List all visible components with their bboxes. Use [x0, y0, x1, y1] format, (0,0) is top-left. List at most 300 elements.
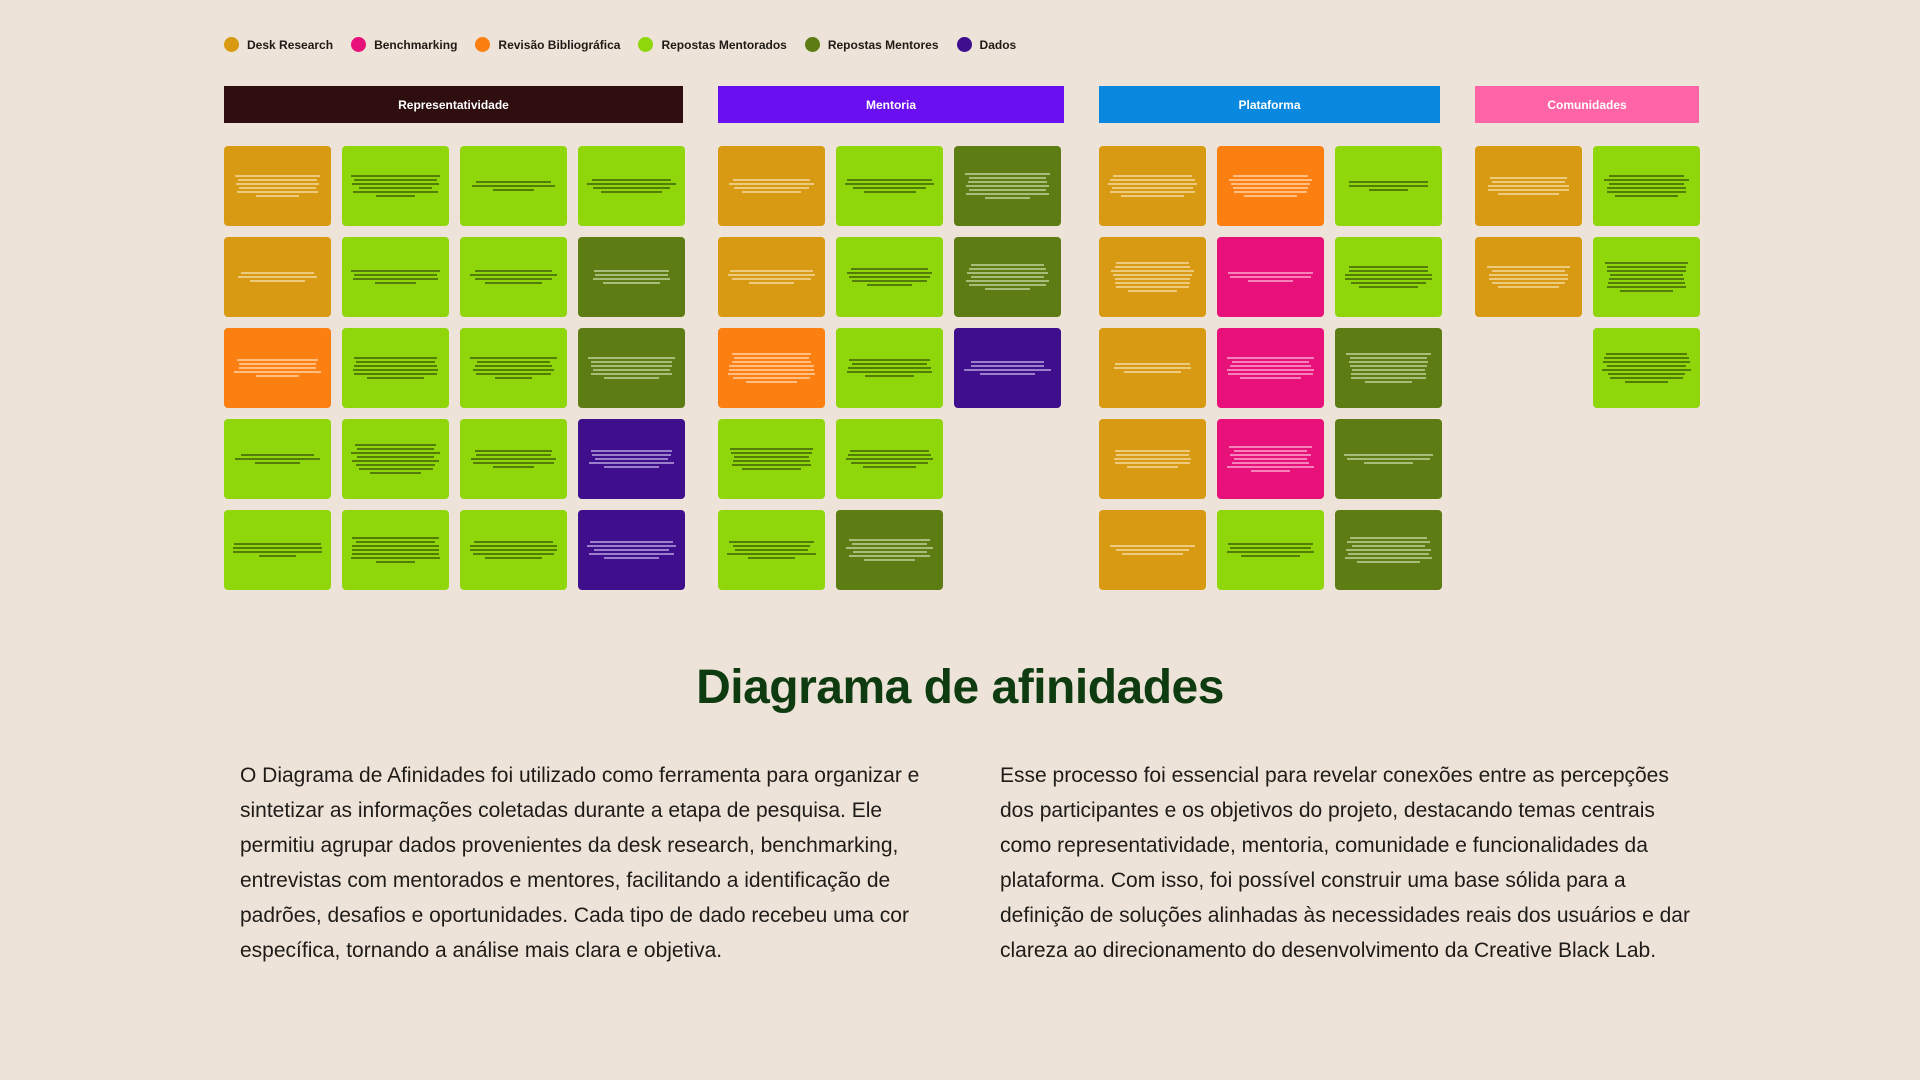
note-text-line: [1121, 195, 1184, 197]
note-text-line: [475, 365, 551, 367]
note-text-lines: [726, 268, 817, 287]
sticky-note: [954, 146, 1061, 226]
note-text-lines: [586, 177, 677, 196]
note-text-line: [493, 189, 534, 191]
sticky-note: [1099, 419, 1206, 499]
note-text-line: [354, 373, 437, 375]
note-text-lines: [350, 442, 441, 477]
note-text-line: [1115, 278, 1191, 280]
note-text-line: [1115, 462, 1190, 464]
note-text-line: [1115, 450, 1190, 452]
legend-dot-benchmarking: [351, 37, 366, 52]
note-text-line: [969, 284, 1045, 286]
note-text-line: [357, 448, 434, 450]
sticky-note: [578, 328, 685, 408]
page-title: Diagrama de afinidades: [696, 661, 1224, 714]
sticky-note: [1335, 328, 1442, 408]
note-text-line: [1488, 185, 1569, 187]
note-text-line: [238, 179, 316, 181]
note-text-line: [591, 450, 672, 452]
note-text-line: [733, 179, 811, 181]
note-text-lines: [350, 535, 441, 566]
note-text-line: [727, 553, 815, 555]
note-text-line: [1349, 361, 1427, 363]
note-text-line: [851, 268, 928, 270]
note-text-line: [250, 280, 304, 282]
note-text-line: [1605, 262, 1688, 264]
cards-grid: [1475, 146, 1705, 408]
note-text-line: [1128, 290, 1177, 292]
note-text-line: [732, 278, 811, 280]
note-text-line: [985, 288, 1031, 290]
note-text-line: [845, 183, 934, 185]
legend-dot-dados: [957, 37, 972, 52]
note-text-line: [353, 369, 439, 371]
legend-dot-mentorados: [638, 37, 653, 52]
note-text-lines: [962, 359, 1053, 378]
description-right: Esse processo foi essencial para revelar conexões entre as percepções dos participantes e os objetivos do projeto, destacando temas centrais como representatividade, mentoria, comunidade e funcionalidades da plataforma. Com isso, foi possível construir uma base sólida para a definição de soluções alinhadas às necessidades reais dos usuários e dar clareza ao direcionamento do desenvolvimento da Creative Black Lab.: [1000, 764, 1690, 962]
note-text-line: [470, 545, 557, 547]
note-text-line: [239, 367, 316, 369]
note-text-line: [1489, 274, 1568, 276]
note-text-line: [591, 361, 672, 363]
sticky-note: [718, 237, 825, 317]
note-text-lines: [962, 171, 1053, 202]
sticky-note: [1593, 237, 1700, 317]
note-text-line: [867, 284, 912, 286]
note-text-line: [728, 274, 815, 276]
note-text-line: [1251, 470, 1290, 472]
sticky-note: [578, 419, 685, 499]
note-text-line: [588, 357, 675, 359]
note-text-line: [352, 553, 440, 555]
note-text-line: [354, 365, 437, 367]
note-text-line: [966, 185, 1050, 187]
legend-label: Repostas Mentorados: [661, 37, 787, 52]
note-text-line: [1607, 365, 1686, 367]
note-text-line: [1349, 181, 1428, 183]
note-text-line: [728, 373, 816, 375]
note-text-line: [1116, 454, 1189, 456]
note-text-line: [1346, 549, 1432, 551]
note-text-lines: [350, 173, 441, 200]
sticky-note: [342, 510, 449, 590]
note-text-line: [359, 187, 433, 189]
note-text-line: [594, 549, 670, 551]
sticky-note: [1475, 237, 1582, 317]
note-text-line: [729, 541, 814, 543]
note-text-line: [847, 179, 932, 181]
sticky-note: [1335, 146, 1442, 226]
sticky-note: [342, 328, 449, 408]
note-text-line: [733, 377, 811, 379]
note-text-line: [1607, 270, 1685, 272]
note-text-line: [1487, 266, 1569, 268]
note-text-line: [239, 187, 316, 189]
note-text-lines: [586, 355, 677, 382]
sticky-note: [578, 146, 685, 226]
group-title: Representatividade: [398, 97, 509, 112]
note-text-line: [587, 183, 676, 185]
note-text-lines: [726, 177, 817, 196]
group-mentoria: [718, 86, 1064, 123]
legend-item-revisao: [475, 37, 620, 52]
note-text-lines: [1343, 264, 1434, 291]
note-text-lines: [468, 355, 559, 382]
note-text-line: [1604, 179, 1688, 181]
note-text-line: [848, 367, 931, 369]
note-text-line: [968, 181, 1047, 183]
sticky-note: [342, 146, 449, 226]
cards-grid: [1099, 146, 1449, 590]
note-text-line: [604, 557, 660, 559]
note-text-lines: [232, 173, 323, 200]
sticky-note: [578, 510, 685, 590]
sticky-note: [224, 419, 331, 499]
group-representatividade: [224, 86, 683, 123]
note-text-line: [367, 377, 424, 379]
group-header-plataforma: [1099, 86, 1440, 123]
note-text-line: [1359, 286, 1417, 288]
note-text-line: [1365, 381, 1413, 383]
note-text-line: [1111, 270, 1194, 272]
group-title: Mentoria: [865, 97, 916, 112]
note-text-line: [1346, 353, 1432, 355]
note-text-lines: [350, 268, 441, 287]
note-text-line: [1110, 545, 1195, 547]
sticky-note: [224, 237, 331, 317]
note-text-line: [1604, 357, 1690, 359]
note-text-line: [1233, 187, 1307, 189]
note-text-line: [470, 274, 557, 276]
note-text-line: [734, 187, 810, 189]
sticky-note: [460, 237, 567, 317]
note-text-line: [351, 270, 440, 272]
sticky-note: [460, 146, 567, 226]
note-text-line: [847, 272, 931, 274]
sticky-note: [718, 419, 825, 499]
note-text-line: [969, 268, 1046, 270]
note-text-line: [473, 369, 553, 371]
note-text-line: [355, 444, 437, 446]
note-text-line: [595, 274, 668, 276]
note-text-line: [742, 191, 801, 193]
note-text-line: [236, 183, 319, 185]
note-text-line: [731, 452, 811, 454]
note-text-line: [1345, 278, 1433, 280]
sticky-note: [836, 419, 943, 499]
note-text-line: [476, 181, 552, 183]
note-text-line: [235, 458, 320, 460]
note-text-line: [1492, 181, 1566, 183]
note-text-line: [1227, 466, 1314, 468]
note-text-line: [590, 541, 673, 543]
note-text-lines: [232, 270, 323, 285]
note-text-line: [233, 547, 321, 549]
note-text-line: [1108, 183, 1197, 185]
note-text-line: [1234, 191, 1308, 193]
note-text-line: [353, 191, 438, 193]
group-header-comunidades: [1475, 86, 1699, 123]
note-text-line: [1230, 276, 1310, 278]
note-text-line: [370, 472, 420, 474]
note-text-lines: [586, 268, 677, 287]
sticky-note: [1217, 237, 1324, 317]
note-text-line: [1230, 547, 1311, 549]
note-text-line: [966, 193, 1049, 195]
note-text-line: [357, 456, 433, 458]
note-text-line: [1608, 282, 1684, 284]
note-text-line: [485, 557, 543, 559]
note-text-line: [473, 553, 553, 555]
legend-item-dados: [957, 37, 1017, 52]
note-text-line: [1352, 369, 1425, 371]
note-text-line: [1347, 541, 1430, 543]
note-text-line: [591, 365, 673, 367]
note-text-lines: [1343, 452, 1434, 467]
note-text-line: [733, 545, 811, 547]
note-text-line: [255, 462, 299, 464]
note-text-lines: [1225, 355, 1316, 382]
note-text-line: [1228, 272, 1312, 274]
note-text-line: [1369, 189, 1408, 191]
note-text-line: [470, 549, 558, 551]
note-text-line: [849, 276, 929, 278]
legend-dot-revisao: [475, 37, 490, 52]
note-text-line: [353, 278, 439, 280]
sticky-note: [1217, 510, 1324, 590]
note-text-line: [592, 454, 670, 456]
note-text-line: [965, 173, 1051, 175]
legend-label: Repostas Mentores: [827, 37, 939, 52]
note-text-line: [1227, 369, 1315, 371]
note-text-line: [233, 551, 322, 553]
note-text-line: [1345, 274, 1431, 276]
legend-dot-desk-research: [224, 37, 239, 52]
note-text-line: [1116, 262, 1189, 264]
note-text-lines: [1107, 173, 1198, 200]
note-text-line: [1349, 270, 1429, 272]
legend-item-mentores: [805, 37, 939, 52]
note-text-line: [1492, 270, 1565, 272]
legend-label: Desk Research: [247, 37, 334, 52]
note-text-line: [1615, 195, 1677, 197]
group-plataforma: [1099, 86, 1440, 123]
note-text-line: [848, 454, 930, 456]
note-text-line: [1115, 266, 1191, 268]
note-text-line: [352, 537, 438, 539]
note-text-line: [1234, 450, 1308, 452]
legend: [224, 37, 1016, 52]
note-text-line: [1347, 458, 1430, 460]
note-text-line: [1112, 187, 1192, 189]
sticky-note: [578, 237, 685, 317]
note-text-lines: [1483, 264, 1574, 291]
sticky-note: [1475, 146, 1582, 226]
note-text-lines: [962, 262, 1053, 293]
note-text-line: [729, 369, 814, 371]
note-text-line: [1232, 462, 1308, 464]
note-text-line: [1124, 371, 1180, 373]
note-text-line: [589, 462, 673, 464]
note-text-line: [493, 466, 535, 468]
note-text-lines: [1601, 173, 1692, 200]
group-header-mentoria: [718, 86, 1064, 123]
note-text-line: [1230, 454, 1310, 456]
note-text-line: [863, 466, 916, 468]
note-text-line: [729, 365, 814, 367]
sticky-note: [836, 510, 943, 590]
sticky-note: [1335, 510, 1442, 590]
note-text-line: [1498, 193, 1560, 195]
sticky-note: [224, 328, 331, 408]
note-text-lines: [1225, 444, 1316, 475]
note-text-line: [1350, 537, 1428, 539]
note-text-line: [734, 456, 809, 458]
note-text-line: [356, 464, 436, 466]
note-text-line: [849, 555, 929, 557]
note-text-line: [1114, 367, 1191, 369]
note-text-line: [1127, 466, 1178, 468]
sticky-note: [224, 146, 331, 226]
note-text-line: [971, 264, 1044, 266]
note-text-line: [470, 357, 556, 359]
note-text-line: [1110, 191, 1194, 193]
sticky-note: [1335, 237, 1442, 317]
note-text-line: [359, 468, 433, 470]
sticky-note: [1099, 510, 1206, 590]
note-text-line: [475, 450, 552, 452]
note-text-line: [238, 276, 317, 278]
sticky-note: [1217, 146, 1324, 226]
sticky-note: [460, 328, 567, 408]
group-header-representatividade: [224, 86, 683, 123]
note-text-line: [1230, 365, 1311, 367]
sticky-note: [460, 419, 567, 499]
note-text-lines: [1343, 179, 1434, 194]
note-text-line: [376, 561, 416, 563]
note-text-line: [352, 545, 439, 547]
note-text-line: [593, 278, 671, 280]
note-text-lines: [1343, 351, 1434, 386]
note-text-line: [241, 454, 315, 456]
sticky-note: [1099, 328, 1206, 408]
sticky-note: [1099, 237, 1206, 317]
note-text-line: [237, 359, 318, 361]
note-text-lines: [586, 539, 677, 562]
note-text-lines: [232, 452, 323, 467]
note-text-lines: [350, 355, 441, 382]
note-text-line: [742, 468, 800, 470]
legend-item-benchmarking: [351, 37, 457, 52]
note-text-line: [259, 555, 296, 557]
note-text-line: [734, 357, 808, 359]
note-text-line: [475, 278, 553, 280]
note-text-line: [475, 270, 552, 272]
note-text-line: [354, 179, 437, 181]
note-text-line: [846, 458, 933, 460]
note-text-line: [849, 539, 930, 541]
note-text-line: [969, 177, 1045, 179]
note-text-line: [351, 175, 439, 177]
note-text-line: [604, 466, 659, 468]
note-text-line: [748, 557, 795, 559]
sticky-note: [1593, 328, 1700, 408]
group-comunidades: [1475, 86, 1699, 123]
note-text-line: [1116, 286, 1189, 288]
note-text-line: [1610, 377, 1684, 379]
note-text-line: [850, 450, 930, 452]
note-text-line: [1113, 274, 1191, 276]
sticky-note: [224, 510, 331, 590]
note-text-line: [1609, 175, 1684, 177]
note-text-line: [1364, 462, 1413, 464]
note-text-line: [971, 365, 1045, 367]
note-text-line: [1228, 373, 1314, 375]
note-text-line: [593, 187, 671, 189]
note-text-line: [1122, 553, 1184, 555]
note-text-lines: [1225, 541, 1316, 560]
note-text-lines: [726, 446, 817, 473]
note-text-line: [352, 460, 440, 462]
sticky-note: [342, 237, 449, 317]
note-text-line: [853, 187, 926, 189]
note-text-line: [964, 369, 1052, 371]
note-text-line: [354, 274, 437, 276]
note-text-line: [477, 361, 551, 363]
sticky-note: [1217, 419, 1324, 499]
note-text-line: [1620, 290, 1673, 292]
legend-label: Dados: [979, 37, 1017, 52]
note-text-line: [1241, 555, 1301, 557]
note-text-line: [474, 541, 553, 543]
legend-dot-mentores: [805, 37, 820, 52]
note-text-line: [1113, 175, 1192, 177]
note-text-line: [971, 276, 1044, 278]
note-text-line: [256, 375, 299, 377]
note-text-line: [589, 553, 674, 555]
note-text-lines: [844, 357, 935, 380]
note-text-lines: [1107, 260, 1198, 295]
note-text-line: [1229, 446, 1312, 448]
sticky-note: [1099, 146, 1206, 226]
note-text-line: [352, 549, 439, 551]
note-text-line: [1115, 363, 1191, 365]
note-text-lines: [468, 179, 559, 194]
sticky-note: [460, 510, 567, 590]
note-text-line: [1488, 189, 1569, 191]
note-text-line: [601, 191, 662, 193]
note-text-line: [476, 373, 551, 375]
note-text-line: [351, 452, 440, 454]
note-text-lines: [1601, 351, 1692, 386]
note-text-line: [853, 551, 927, 553]
note-text-line: [241, 272, 315, 274]
note-text-lines: [844, 266, 935, 289]
note-text-line: [732, 353, 811, 355]
note-text-line: [1625, 381, 1667, 383]
note-text-line: [603, 282, 660, 284]
note-text-line: [356, 541, 435, 543]
note-text-line: [375, 282, 416, 284]
sticky-note: [342, 419, 449, 499]
note-text-lines: [1107, 448, 1198, 471]
note-text-line: [1227, 357, 1314, 359]
note-text-line: [1350, 365, 1427, 367]
note-text-line: [592, 179, 672, 181]
sticky-note: [954, 328, 1061, 408]
note-text-line: [846, 547, 932, 549]
